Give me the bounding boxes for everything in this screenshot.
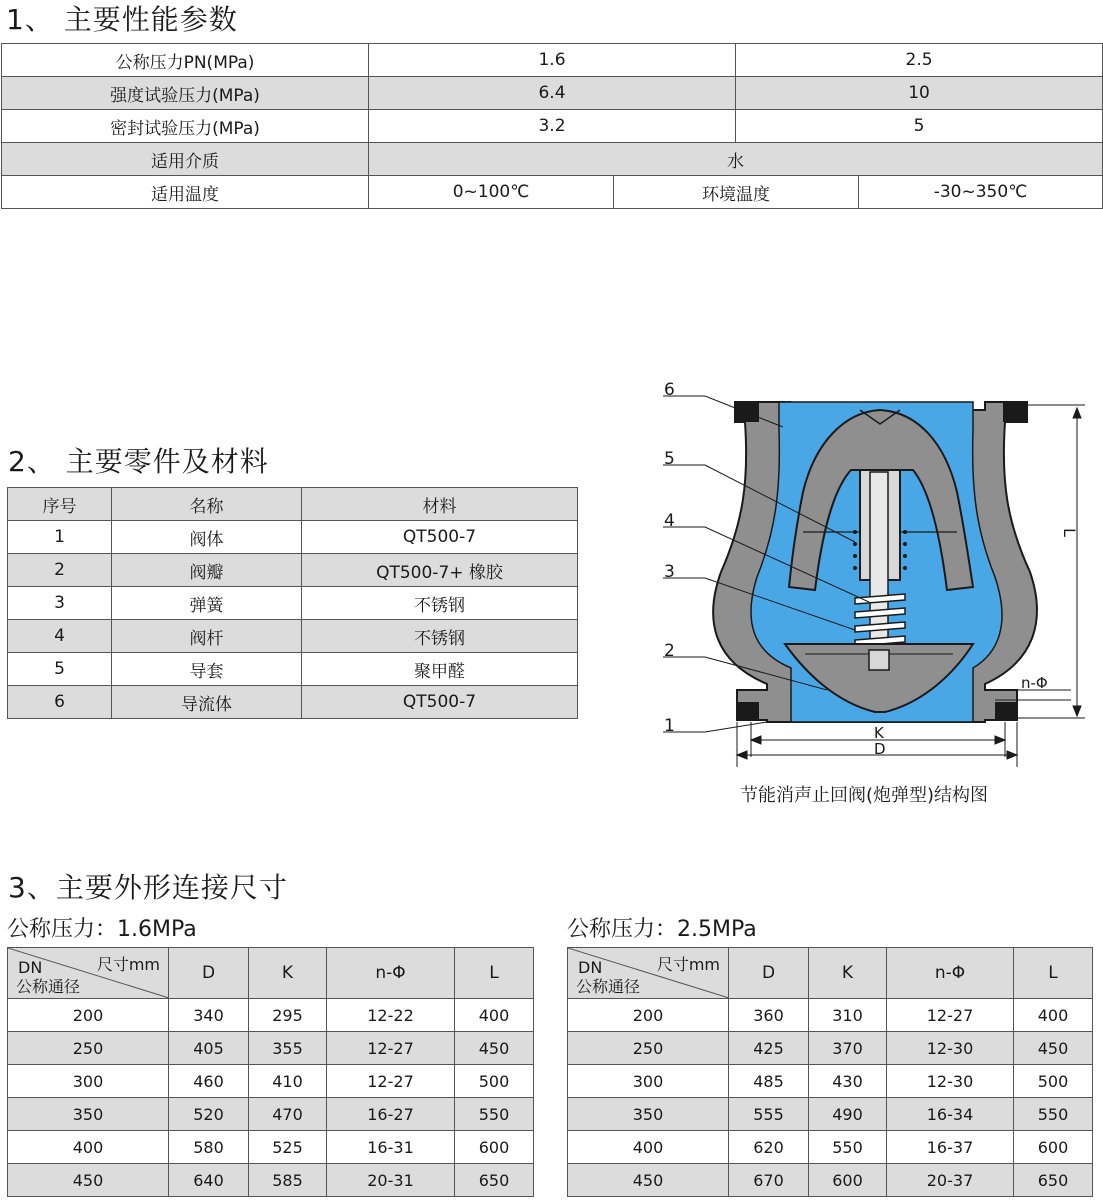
table-header-row: [8, 948, 534, 999]
flange-bolt: [735, 402, 759, 422]
table-row: [568, 1032, 1093, 1065]
part-number: 3: [8, 587, 112, 620]
env-temp-label: 环境温度: [614, 176, 859, 209]
part-name: 导流体: [112, 686, 302, 719]
section3-title: 3、主要外形连接尺寸: [8, 871, 288, 904]
dim-K-label: K: [874, 724, 884, 742]
column-header: K: [249, 948, 327, 999]
value-cell: 0~100℃: [369, 176, 614, 209]
part-number: 1: [8, 521, 112, 554]
part-material: 聚甲醛: [302, 653, 578, 686]
table-row: [2, 110, 1103, 143]
flange-bolt: [737, 702, 759, 720]
dimension-cell: 520: [169, 1098, 249, 1131]
dn-cell: 300: [8, 1065, 169, 1098]
column-header: 序号: [8, 488, 112, 521]
dn-cell: 450: [568, 1164, 729, 1197]
part-material: QT500-7: [302, 521, 578, 554]
dn-cell: 350: [8, 1098, 169, 1131]
disc-nut: [869, 650, 889, 670]
part-name: 阀体: [112, 521, 302, 554]
part-name: 弹簧: [112, 587, 302, 620]
diagram-caption: 节能消声止回阀(炮弹型)结构图: [740, 785, 989, 806]
flange-bolt: [995, 702, 1017, 720]
dimension-cell: 405: [169, 1032, 249, 1065]
corner-header-cell: [8, 948, 169, 999]
dn-cell: 300: [568, 1065, 729, 1098]
table-row: [8, 521, 578, 554]
dimension-cell: 310: [809, 999, 887, 1032]
table-row: [8, 1131, 534, 1164]
column-header: D: [729, 948, 809, 999]
value-cell: 10: [736, 77, 1103, 110]
dimension-cell: 550: [1014, 1098, 1093, 1131]
table-row: [8, 1065, 534, 1098]
row-label: 强度试验压力(MPa): [2, 77, 369, 110]
dimension-cell: 600: [455, 1131, 534, 1164]
section1-title: 1、 主要性能参数: [6, 3, 238, 36]
dimension-cell: 410: [249, 1065, 327, 1098]
dimension-cell: 400: [455, 999, 534, 1032]
value-cell: 6.4: [369, 77, 736, 110]
dimension-cell: 650: [455, 1164, 534, 1197]
callout-5: 5: [664, 449, 675, 469]
corner-top-label: 尺寸mm: [656, 955, 720, 974]
row-label: 公称压力PN(MPa): [2, 44, 369, 77]
dimension-cell: 450: [1014, 1032, 1093, 1065]
corner-top-label: 尺寸mm: [96, 955, 160, 974]
table-row: [8, 587, 578, 620]
table-row: [568, 1164, 1093, 1197]
part-material: QT500-7+ 橡胶: [302, 554, 578, 587]
column-header: L: [455, 948, 534, 999]
dimension-cell: 430: [809, 1065, 887, 1098]
column-header: 名称: [112, 488, 302, 521]
dimension-cell: 16-37: [887, 1131, 1014, 1164]
column-header: D: [169, 948, 249, 999]
table-header-row: [568, 948, 1093, 999]
table-row: [8, 1164, 534, 1197]
callout-2: 2: [664, 641, 675, 661]
section2-title: 2、 主要零件及材料: [8, 445, 269, 478]
part-name: 阀瓣: [112, 554, 302, 587]
table-row: [8, 653, 578, 686]
table-row: [8, 1098, 534, 1131]
dimension-cell: 620: [729, 1131, 809, 1164]
dimension-cell: 12-22: [327, 999, 455, 1032]
part-material: 不锈钢: [302, 620, 578, 653]
dimension-cell: 600: [809, 1164, 887, 1197]
dn-cell: 200: [568, 999, 729, 1032]
corner-dn-label: DN: [578, 958, 603, 977]
column-header: K: [809, 948, 887, 999]
row-label: 适用温度: [2, 176, 369, 209]
dimension-cell: 16-34: [887, 1098, 1014, 1131]
dimension-cell: 20-31: [327, 1164, 455, 1197]
dimension-cell: 370: [809, 1032, 887, 1065]
corner-dn-label: DN: [18, 958, 43, 977]
column-header: n-Φ: [327, 948, 455, 999]
callout-1: 1: [664, 716, 675, 736]
dimension-cell: 355: [249, 1032, 327, 1065]
dn-cell: 250: [8, 1032, 169, 1065]
valve-structure-diagram: [655, 372, 1095, 772]
dimension-cell: 550: [809, 1131, 887, 1164]
column-header: n-Φ: [887, 948, 1014, 999]
dimension-cell: 460: [169, 1065, 249, 1098]
table-row: [2, 44, 1103, 77]
corner-bottom-label: 公称通径: [16, 977, 81, 996]
dimension-cell: 400: [1014, 999, 1093, 1032]
part-material: 不锈钢: [302, 587, 578, 620]
part-number: 2: [8, 554, 112, 587]
dn-cell: 450: [8, 1164, 169, 1197]
table-row: [2, 176, 1103, 209]
part-name: 导套: [112, 653, 302, 686]
performance-table: [1, 43, 1103, 209]
part-name: 阀杆: [112, 620, 302, 653]
table-row: [568, 1098, 1093, 1131]
dimensions-table-1-6mpa: [7, 947, 534, 1197]
dimension-cell: 360: [729, 999, 809, 1032]
corner-bottom-label: 公称通径: [576, 977, 641, 996]
row-label: 适用介质: [2, 143, 369, 176]
dimension-cell: 525: [249, 1131, 327, 1164]
value-cell: 1.6: [369, 44, 736, 77]
value-cell: 3.2: [369, 110, 736, 143]
part-material: QT500-7: [302, 686, 578, 719]
dn-cell: 250: [568, 1032, 729, 1065]
dimension-cell: 555: [729, 1098, 809, 1131]
dimension-cell: 340: [169, 999, 249, 1032]
value-cell: 水: [369, 143, 1103, 176]
dimension-L: [1017, 405, 1085, 718]
value-cell: 2.5: [736, 44, 1103, 77]
dim-D-label: D: [874, 740, 886, 758]
column-header: L: [1014, 948, 1093, 999]
dimension-cell: 670: [729, 1164, 809, 1197]
table-row: [8, 1032, 534, 1065]
dn-cell: 400: [568, 1131, 729, 1164]
table-title-2-5mpa: 公称压力：2.5MPa: [567, 917, 757, 942]
dimension-cell: 490: [809, 1098, 887, 1131]
dimension-cell: 16-27: [327, 1098, 455, 1131]
table-row: [8, 554, 578, 587]
dimensions-table-2-5mpa: [567, 947, 1093, 1197]
dimension-cell: 585: [249, 1164, 327, 1197]
table-title-1-6mpa: 公称压力：1.6MPa: [7, 917, 197, 942]
corner-header-cell: [568, 948, 729, 999]
dimension-cell: 470: [249, 1098, 327, 1131]
value-cell: 5: [736, 110, 1103, 143]
table-header-row: [8, 488, 578, 521]
dimension-cell: 450: [455, 1032, 534, 1065]
dim-L-label: L: [1060, 528, 1079, 537]
dimension-cell: 500: [455, 1065, 534, 1098]
dimension-cell: 425: [729, 1032, 809, 1065]
table-row: [8, 999, 534, 1032]
dn-cell: 400: [8, 1131, 169, 1164]
dimension-cell: 12-27: [887, 999, 1014, 1032]
dim-nphi-label: n-Φ: [1021, 674, 1048, 692]
callout-3: 3: [664, 562, 675, 582]
dimension-cell: 485: [729, 1065, 809, 1098]
dimension-cell: 500: [1014, 1065, 1093, 1098]
dimension-cell: 550: [455, 1098, 534, 1131]
value-cell: -30~350℃: [859, 176, 1103, 209]
table-row: [8, 686, 578, 719]
dimension-cell: 580: [169, 1131, 249, 1164]
callout-6: 6: [664, 380, 675, 400]
callout-4: 4: [664, 511, 675, 531]
table-row: [568, 1131, 1093, 1164]
part-number: 5: [8, 653, 112, 686]
dimension-cell: 20-37: [887, 1164, 1014, 1197]
column-header: 材料: [302, 488, 578, 521]
table-row: [2, 143, 1103, 176]
table-row: [568, 1065, 1093, 1098]
part-number: 4: [8, 620, 112, 653]
dimension-cell: 12-27: [327, 1065, 455, 1098]
dimension-cell: 12-30: [887, 1032, 1014, 1065]
dimension-cell: 600: [1014, 1131, 1093, 1164]
dn-cell: 200: [8, 999, 169, 1032]
table-row: [2, 77, 1103, 110]
flange-bolt: [1003, 402, 1027, 422]
parts-table: [7, 487, 578, 719]
dimension-cell: 650: [1014, 1164, 1093, 1197]
dn-cell: 350: [568, 1098, 729, 1131]
dimension-cell: 16-31: [327, 1131, 455, 1164]
dimension-cell: 12-30: [887, 1065, 1014, 1098]
dimension-cell: 12-27: [327, 1032, 455, 1065]
row-label: 密封试验压力(MPa): [2, 110, 369, 143]
table-row: [568, 999, 1093, 1032]
dimension-cell: 640: [169, 1164, 249, 1197]
dimension-cell: 295: [249, 999, 327, 1032]
table-row: [8, 620, 578, 653]
part-number: 6: [8, 686, 112, 719]
